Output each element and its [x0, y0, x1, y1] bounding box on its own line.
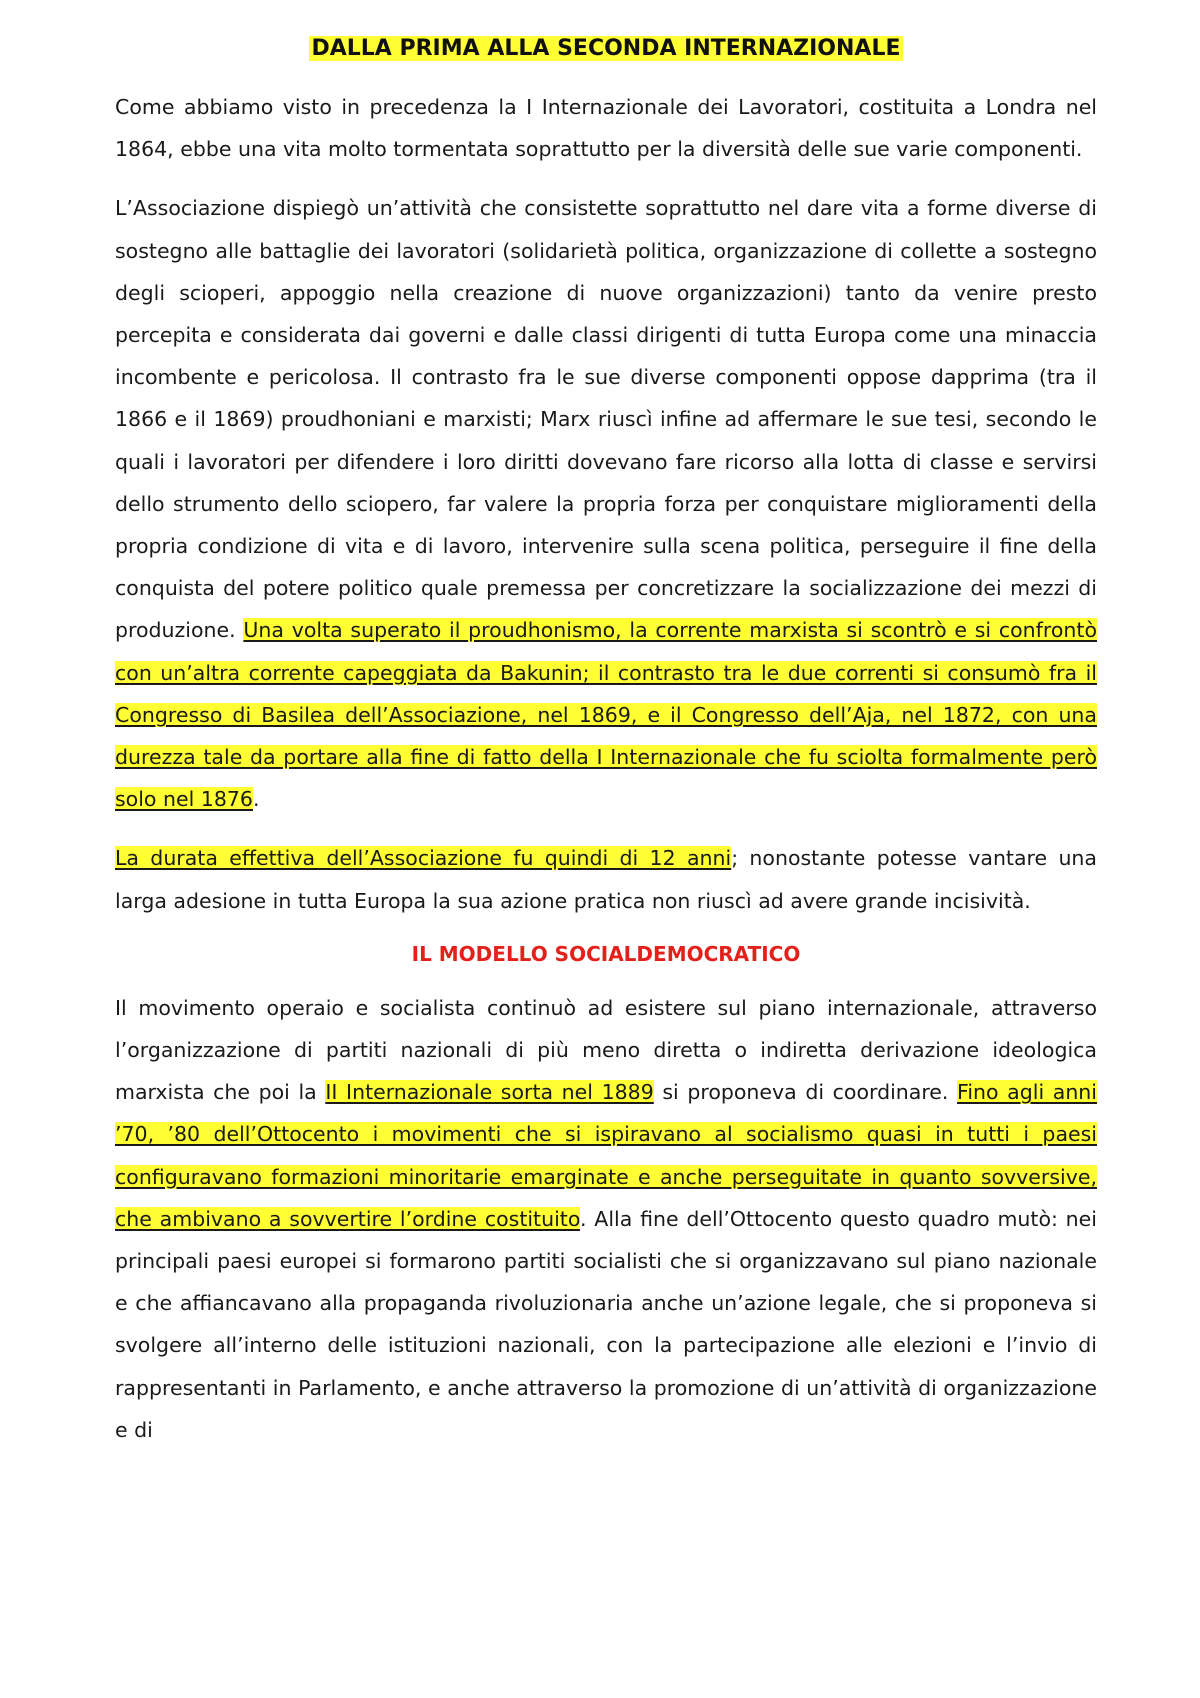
paragraph	[115, 86, 1097, 170]
intro-section	[115, 86, 1097, 922]
page-title	[115, 34, 1097, 64]
highlighted-text: II Internazionale sorta nel 1889	[325, 1080, 654, 1105]
section-heading: IL MODELLO SOCIALDEMOCRATICO	[411, 941, 801, 966]
social-democratic-section	[115, 987, 1097, 1451]
text-run: Il movimento operaio e socialista continuò ad esistere sul piano internazionale, attraverso l’organizzazione di partiti nazionali di più meno diretta o indiretta derivazione ideologica marxista che poi la	[115, 995, 1097, 1105]
paragraph	[115, 837, 1097, 921]
highlighted-text: Fino agli anni ’70, ’80 dell’Ottocento i movimenti che si ispiravano al socialismo quasi in tutti i paesi configuravano formazioni minoritarie emarginate e anche perseguitate in quanto sovversive, che ambivano a sovvertire l’ordine costituito	[115, 1080, 1097, 1231]
text-run: si proponeva di coordinare.	[653, 1080, 958, 1105]
page-title-text: DALLA PRIMA ALLA SECONDA INTERNAZIONALE	[311, 36, 901, 61]
text-run: . Alla fine dell’Ottocento questo quadro mutò: nei principali paesi europei si formarono partiti socialisti che si organizzavano sul piano nazionale e che affiancavano alla propaganda rivoluzionaria anche un’azione legale, che si proponeva si svolgere all’interno delle istituzioni nazionali, con la partecipazione alle elezioni e l’invio di rappresentanti in Parlamento, e anche attraverso la promozione di un’attività di organizzazione e di	[115, 1206, 1097, 1442]
highlighted-text: La durata effettiva dell’Associazione fu quindi di 12 anni	[115, 846, 732, 871]
paragraph	[115, 987, 1097, 1451]
paragraph	[115, 187, 1097, 820]
text-run: ; nonostante potesse vantare una larga adesione in tutta Europa la sua azione pratica non riuscì ad avere grande incisività.	[115, 846, 1097, 913]
text-run: L’Associazione dispiegò un’attività che consistette soprattutto nel dare vita a forme diverse di sostegno alle battaglie dei lavoratori (solidarietà politica, organizzazione di collette a sostegno degli scioperi, appoggio nella creazione di nuove organizzazioni) tanto da venire presto percepita e considerata dai governi e dalle classi dirigenti di tutta Europa come una minaccia incombente e pericolosa. Il contrasto fra le sue diverse componenti oppose dapprima (tra il 1866 e il 1869) proudhoniani e marxisti; Marx riuscì infine ad affermare le sue tesi, secondo le quali i lavoratori per difendere i loro diritti dovevano fare ricorso alla lotta di classe e servirsi dello strumento dello sciopero, far valere la propria forza per conquistare miglioramenti della propria condizione di vita e di lavoro, intervenire sulla scena politica, perseguire il fine della conquista del potere politico quale premessa per concretizzare la socializzazione dei mezzi di produzione.	[115, 196, 1097, 643]
text-run: Come abbiamo visto in precedenza la I Internazionale dei Lavoratori, costituita a Londra nel 1864, ebbe una vita molto tormentata soprattutto per la diversità delle sue varie componenti.	[115, 95, 1097, 162]
text-run: .	[252, 787, 260, 812]
highlighted-text: Una volta superato il proudhonismo, la corrente marxista si scontrò e si confrontò con un’altra corrente capeggiata da Bakunin; il contrasto tra le due correnti si consumò fra il Congresso di Basilea dell’Associazione, nel 1869, e il Congresso dell’Aja, nel 1872, con una durezza tale da portare alla fine di fatto della I Internazionale che fu sciolta formalmente però solo nel 1876	[115, 618, 1097, 812]
